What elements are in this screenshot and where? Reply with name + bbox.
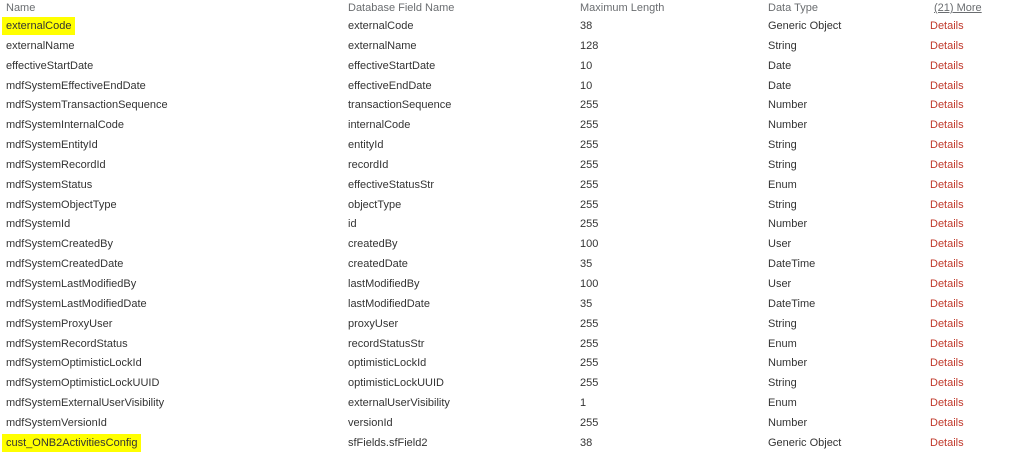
details-link[interactable]: Details [930,39,964,52]
data-type-cell: Generic Object [768,20,842,32]
database-field-name-cell: internalCode [348,119,411,132]
table-header [0,0,1024,17]
maximum-length-cell: 128 [580,39,599,52]
maximum-length-cell: 255 [580,178,599,191]
table-row [0,374,1024,394]
field-name: externalName [6,39,75,52]
database-field-name-cell: createdDate [348,258,408,271]
column-header-maximum-length[interactable]: Maximum Length [580,2,665,14]
database-field-name-cell: sfFields.sfField2 [348,436,428,449]
field-name-cell [6,116,124,135]
field-name: mdfSystemLastModifiedDate [6,297,147,310]
details-link[interactable]: Details [930,139,964,152]
data-type-cell: Enum [768,397,797,410]
field-name-cell [6,414,107,433]
table-row [0,77,1024,97]
details-link[interactable]: Details [930,99,964,112]
table-row [0,354,1024,374]
database-field-name-cell: lastModifiedDate [348,297,430,310]
field-name: mdfSystemExternalUserVisibility [6,397,165,410]
column-header-database-field-name[interactable]: Database Field Name [348,2,455,14]
data-type-cell: String [768,317,797,330]
maximum-length-cell: 35 [580,297,593,310]
table-row [0,156,1024,176]
details-link[interactable]: Details [930,238,964,251]
database-field-name-cell: effectiveStartDate [348,59,436,72]
data-type-cell: Date [768,59,792,72]
database-field-name-cell: optimisticLockId [348,357,427,370]
details-link[interactable]: Details [930,297,964,310]
maximum-length-cell: 100 [580,238,599,251]
data-type-cell: Number [768,416,808,429]
field-name-cell [6,434,141,453]
table-row [0,196,1024,216]
table-row [0,17,1024,37]
field-name-cell [6,136,98,155]
field-name-cell [6,156,106,175]
field-name-cell [6,354,142,373]
field-name: mdfSystemInternalCode [6,119,124,132]
table-row [0,295,1024,315]
field-name: mdfSystemOptimisticLockId [6,357,142,370]
details-link[interactable]: Details [930,357,964,370]
field-name-cell [6,196,117,215]
database-field-name-cell: transactionSequence [348,99,452,112]
field-name: mdfSystemProxyUser [6,317,113,330]
database-field-name-cell: lastModifiedBy [348,277,420,290]
maximum-length-cell: 255 [580,377,599,390]
field-name-cell [6,215,70,234]
field-name-cell [6,235,113,254]
maximum-length-cell: 10 [580,59,593,72]
maximum-length-cell: 100 [580,277,599,290]
field-name-cell [6,295,147,314]
data-type-cell: Number [768,357,808,370]
field-name: effectiveStartDate [6,59,94,72]
data-type-cell: String [768,39,797,52]
maximum-length-cell: 10 [580,79,593,92]
table-row [0,96,1024,116]
field-name: mdfSystemObjectType [6,198,117,211]
field-name: mdfSystemRecordStatus [6,337,128,350]
details-link[interactable]: Details [930,218,964,231]
field-name-cell [6,37,74,56]
details-link[interactable]: Details [930,436,964,449]
maximum-length-cell: 1 [580,397,587,410]
table-row [0,235,1024,255]
field-name: mdfSystemLastModifiedBy [6,277,137,290]
field-name: mdfSystemEffectiveEndDate [6,79,146,92]
database-field-name-cell: recordId [348,158,389,171]
details-link[interactable]: Details [930,20,964,32]
field-name-cell [6,255,123,274]
data-type-cell: User [768,238,792,251]
field-name-cell [6,335,128,354]
maximum-length-cell: 255 [580,158,599,171]
table-row [0,335,1024,355]
details-link[interactable]: Details [930,158,964,171]
database-field-name-cell: proxyUser [348,317,399,330]
data-type-cell: User [768,277,792,290]
maximum-length-cell: 255 [580,416,599,429]
database-field-name-cell: effectiveEndDate [348,79,432,92]
details-link[interactable]: Details [930,198,964,211]
field-name: mdfSystemVersionId [6,416,107,429]
table-row [0,215,1024,235]
table-row [0,275,1024,295]
field-name: mdfSystemId [6,218,71,231]
maximum-length-cell: 255 [580,198,599,211]
details-link[interactable]: Details [930,397,964,410]
data-type-cell: Date [768,79,792,92]
maximum-length-cell: 255 [580,317,599,330]
data-type-cell: String [768,198,797,211]
maximum-length-cell: 38 [580,20,593,32]
table-row [0,255,1024,275]
database-field-name-cell: entityId [348,139,384,152]
field-name-cell [6,17,75,36]
field-name: mdfSystemTransactionSequence [6,99,168,112]
details-link[interactable]: Details [930,119,964,132]
field-name: mdfSystemCreatedDate [6,258,124,271]
field-name-cell [6,374,159,393]
maximum-length-cell: 35 [580,258,593,271]
data-type-cell: Enum [768,337,797,350]
table-row [0,57,1024,77]
database-field-name-cell: createdBy [348,238,398,251]
maximum-length-cell: 255 [580,119,599,132]
maximum-length-cell: 38 [580,436,593,449]
field-name: mdfSystemEntityId [6,139,98,152]
database-field-name-cell: effectiveStatusStr [348,178,435,191]
data-type-cell: Enum [768,178,797,191]
field-name-cell [6,394,164,413]
field-name-cell [6,176,92,195]
database-field-name-cell: recordStatusStr [348,337,425,350]
table-row [0,37,1024,57]
column-header-name[interactable]: Name [6,2,36,14]
details-link[interactable]: Details [930,59,964,72]
column-header-data-type[interactable]: Data Type [768,2,818,14]
data-type-cell: Number [768,218,808,231]
database-field-name-cell: versionId [348,416,393,429]
details-link[interactable]: Details [930,178,964,191]
details-link[interactable]: Details [930,277,964,290]
highlighted-field-name: cust_ONB2ActivitiesConfig [2,434,141,452]
database-field-name-cell: id [348,218,357,231]
field-name: mdfSystemCreatedBy [6,238,113,251]
data-type-cell: String [768,158,797,171]
table-row [0,176,1024,196]
details-link[interactable]: Details [930,337,964,350]
data-type-cell: String [768,139,797,152]
table-body [0,17,1024,454]
maximum-length-cell: 255 [580,218,599,231]
database-field-name-cell: optimisticLockUUID [348,377,444,390]
field-name-cell [6,315,112,334]
field-name-cell [6,96,168,115]
field-name: mdfSystemRecordId [6,158,106,171]
data-type-cell: Generic Object [768,436,842,449]
field-name-cell [6,57,93,76]
highlighted-field-name: externalCode [2,17,75,35]
field-name: mdfSystemOptimisticLockUUID [6,377,160,390]
table-row [0,394,1024,414]
data-type-cell: String [768,377,797,390]
data-type-cell: DateTime [768,297,816,310]
field-name-cell [6,77,146,96]
details-link[interactable]: Details [930,377,964,390]
details-link[interactable]: Details [930,317,964,330]
maximum-length-cell: 255 [580,337,599,350]
field-name-cell [6,275,136,294]
table-row [0,434,1024,454]
data-type-cell: DateTime [768,258,816,271]
details-link[interactable]: Details [930,416,964,429]
table-row [0,136,1024,156]
database-field-name-cell: externalUserVisibility [348,397,450,410]
more-columns-link[interactable]: (21) More [934,2,982,14]
table-row [0,116,1024,136]
details-link[interactable]: Details [930,79,964,92]
maximum-length-cell: 255 [580,99,599,112]
maximum-length-cell: 255 [580,357,599,370]
database-field-name-cell: externalCode [348,20,414,32]
field-name: mdfSystemStatus [6,178,93,191]
table-row [0,414,1024,434]
details-link[interactable]: Details [930,258,964,271]
database-field-name-cell: objectType [348,198,402,211]
table-row [0,315,1024,335]
data-type-cell: Number [768,99,808,112]
data-type-cell: Number [768,119,808,132]
database-field-name-cell: externalName [348,39,417,52]
maximum-length-cell: 255 [580,139,599,152]
